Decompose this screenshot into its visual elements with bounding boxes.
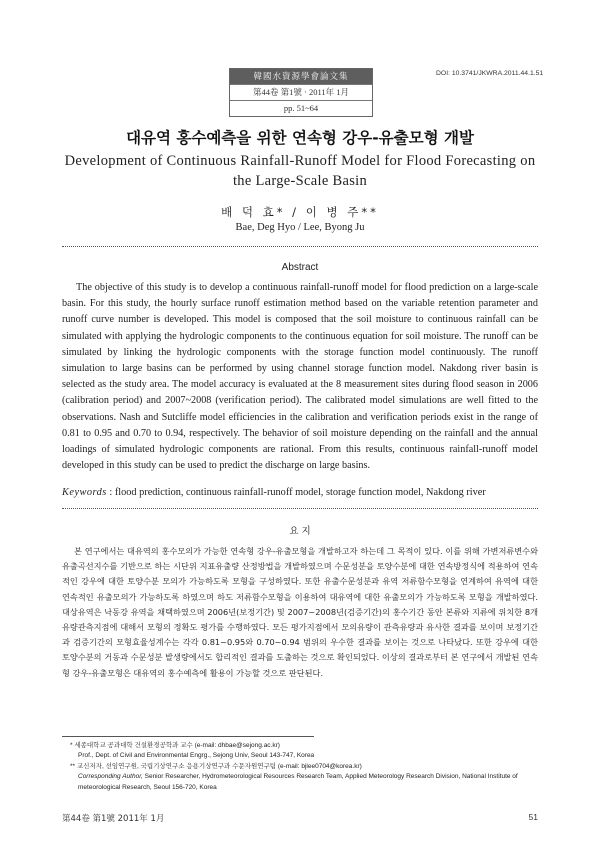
abstract-body: The objective of this study is to develop a continuous rainfall-runoff model for flood prediction on a large-scale basin. For this study, the hourly surface runoff estimation method based on the variable retention parameter and runoff curve number is developed. This model is composed that the soil moisture to continuous rainfall can be simulated with applying the hydrologic components to the continuous equation for soil moisture. The runoff can be simulated by linking the hydrologic components with the storage function model continuously. The runoff simulation to large basins can be performed by using channel storage function model. Nakdong river basin is selected as the study area. The model accuracy is evaluated at the 8 measurement sites during flood season in 2006 (calibration period) and 2007~2008 (verification period). The calibrated model simulations are well fitted to the observations. Nash and Sutcliffe model efficiencies in the calibration and verification periods exist in the range of 0.81 to 0.95 and 0.70 to 0.94, respectively. The behavior of soil moisture depending on the rainfall and the annual loadings of simulated hydrologic components are rational. From this results, continuous rainfall-runoff model developed in this study can be used to predict the discharge on large basins. [62,282,538,472]
footnote-1-korean: * 세종대학교 공과대학 건설환경공학과 교수 (e-mail: dhbae@sejong.ac.kr) [70,742,280,749]
journal-volume: 第44卷 第1號 · 2011年 1月 [230,84,372,100]
keywords-text: flood prediction, continuous rainfall-runoff model, storage function model, Nakdong river [114,487,486,498]
keywords-line: Keywords : flood prediction, continuous rainfall-runoff model, storage function model, Nakdong river [62,487,486,498]
abstract-heading: Abstract [281,262,319,273]
divider-top [62,246,538,247]
journal-name: 韓國水資源學會論文集 [230,69,372,84]
paper-title-english: Development of Continuous Rainfall-Runoff Model for Flood Forecasting on the Large-Scale Basin [64,153,536,189]
summary-heading: 요 지 [289,526,311,537]
keywords-label: Keywords [62,487,107,498]
corresponding-author-label: Corresponding Author, [78,773,143,781]
footnote-2-english-text: Senior Researcher, Hydrometeorological Resources Research Team, Applied Meteorology Research Division, National Institute of meteorological Research, Seoul 156-720, Korea [78,773,518,791]
page-number: 51 [528,812,538,822]
footnote-1-english: Prof., Dept. of Civil and Environmental Engrg., Sejong Univ, Seoul 143-747, Korea [78,752,315,760]
doi-label: DOI: 10.3741/JKWRA.2011.44.1.51 [436,70,544,77]
authors-english: Bae, Deg Hyo / Lee, Byong Ju [235,222,365,233]
paper-title-korean: 대유역 홍수예측을 위한 연속형 강우-유출모형 개발 [126,129,474,147]
journal-pages: pp. 51~64 [230,100,372,116]
footnote-2-korean: ** 교신저자, 선임연구원, 국립기상연구소 응용기상연구과 수문자원연구팀 (e-mail: bjlee0704@korea.kr) [70,762,362,770]
journal-info-box [229,68,373,117]
summary-body: 본 연구에서는 대유역의 홍수모의가 가능한 연속형 강우-유출모형을 개발하고자 하는데 그 목적이 있다. 이를 위해 가변저류변수와 유출곡선지수를 기반으로 하는 시단위 지표유출량 산정방법을 개발하였으며 수문성분을 토양수분에 대한 연속방정식에 적용하여 연속적인 강우에 대한 토양수분 모의가 가능하도록 모형을 구성하였다. 또한 유출수문성분과 유역 저류함수모형을 연계하여 유역에 대한 연속적인 유출모의가 가능하도록 하였으며 하도 저류함수모형을 이용하여 대유역에 대한 유출모의가 가능하도록 모형을 개발하였다. 대상유역은 낙동강 유역을 채택하였으며 2006년(보정기간) 및 2007~2008년(검증기간)의 홍수기간 동안 본류와 지류에 위치한 8개 유량관측지점에 대해서 모형의 정확도 평가를 수행하였다. 모든 평가지점에서 모의유량이 관측유량과 유사한 결과를 보이며 보정기간과 검증기간의 모형효율성계수는 각각 0.81~0.95와 0.70~0.94 범위의 우수한 결과를 보이는 것으로 나타났다. 또한 강우에 대한 토양수분의 거동과 수문성분 발생량에서도 합리적인 결과를 도출하는 것으로 확인되었다. 이상의 결과로부터 본 연구에서 개발된 연속형 강우-유출모형은 대유역의 홍수예측에 활용이 가능할 것으로 판단된다. [62,546,538,678]
authors-korean: 배 덕 효* / 이 병 주** [221,205,379,219]
footnote-rule [62,736,314,737]
footnote-2-english [66,772,538,793]
footer-volume: 第44卷 第1號 2011年 1月 [62,814,165,824]
footnotes [66,741,538,793]
divider-middle [62,508,538,509]
